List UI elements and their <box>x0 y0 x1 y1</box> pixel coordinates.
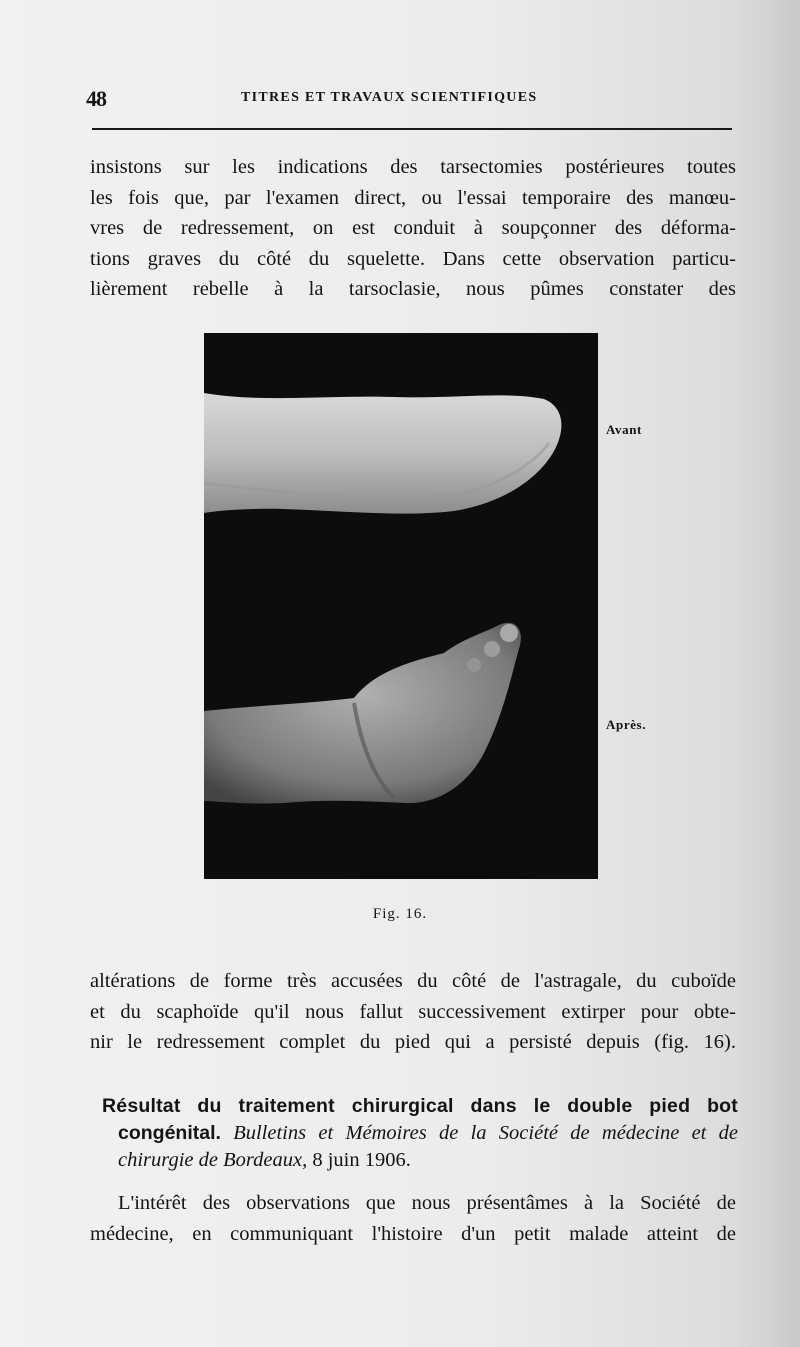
page-header <box>86 86 736 116</box>
paragraph-last <box>90 1188 736 1249</box>
figure-label-before: Avant <box>606 422 642 437</box>
journal-name: Bulletins et Mémoires de la Société de médecine et de <box>233 1122 739 1144</box>
publication-date: 8 juin 1906. <box>312 1149 411 1171</box>
text-line: altérations de forme très accusées du côté de l'astragale, du cuboïde <box>90 970 736 992</box>
figure-caption: Fig. 16. <box>372 906 428 922</box>
running-title: TITRES ET TRAVAUX SCIENTIFIQUES <box>241 90 538 105</box>
publication-title-end: congénital. <box>118 1122 221 1144</box>
journal-name-end: chirurgie de Bordeaux, <box>118 1149 308 1171</box>
publication-citation-end <box>102 1147 738 1174</box>
text-line: L'intérêt des observations que nous présentâmes à la Société de <box>118 1192 736 1214</box>
text-line: lièrement rebelle à la tarsoclasie, nous pûmes constater des <box>90 278 736 300</box>
paragraph-top <box>90 152 736 305</box>
figure-photograph <box>204 333 598 879</box>
page-number: 48 <box>86 86 106 111</box>
text-line: et du scaphoïde qu'il nous fallut successivement extirper pour obte- <box>90 1000 736 1023</box>
text-line: vres de redressement, on est conduit à soupçonner des déforma- <box>90 217 736 239</box>
publication-citation <box>102 1120 738 1147</box>
text-line: les fois que, par l'examen direct, ou l'essai temporaire des manœu- <box>90 186 736 209</box>
publication-title: Résultat du traitement chirurgical dans le double pied bot <box>102 1095 738 1117</box>
figure-label-after: Après. <box>606 717 647 732</box>
text-line: nir le redressement complet du pied qui a persisté depuis (fig. 16). <box>90 1031 736 1053</box>
text-line: médecine, en communiquant l'histoire d'un petit malade atteint de <box>90 1222 736 1245</box>
publication-entry <box>102 1093 738 1174</box>
foot-photo-illustration <box>204 333 598 879</box>
text-line: tions graves du côté du squelette. Dans cette observation particu- <box>90 247 736 270</box>
header-rule <box>92 128 732 130</box>
paragraph-bottom <box>90 966 736 1058</box>
text-line: insistons sur les indications des tarsectomies postérieures toutes <box>90 156 736 178</box>
